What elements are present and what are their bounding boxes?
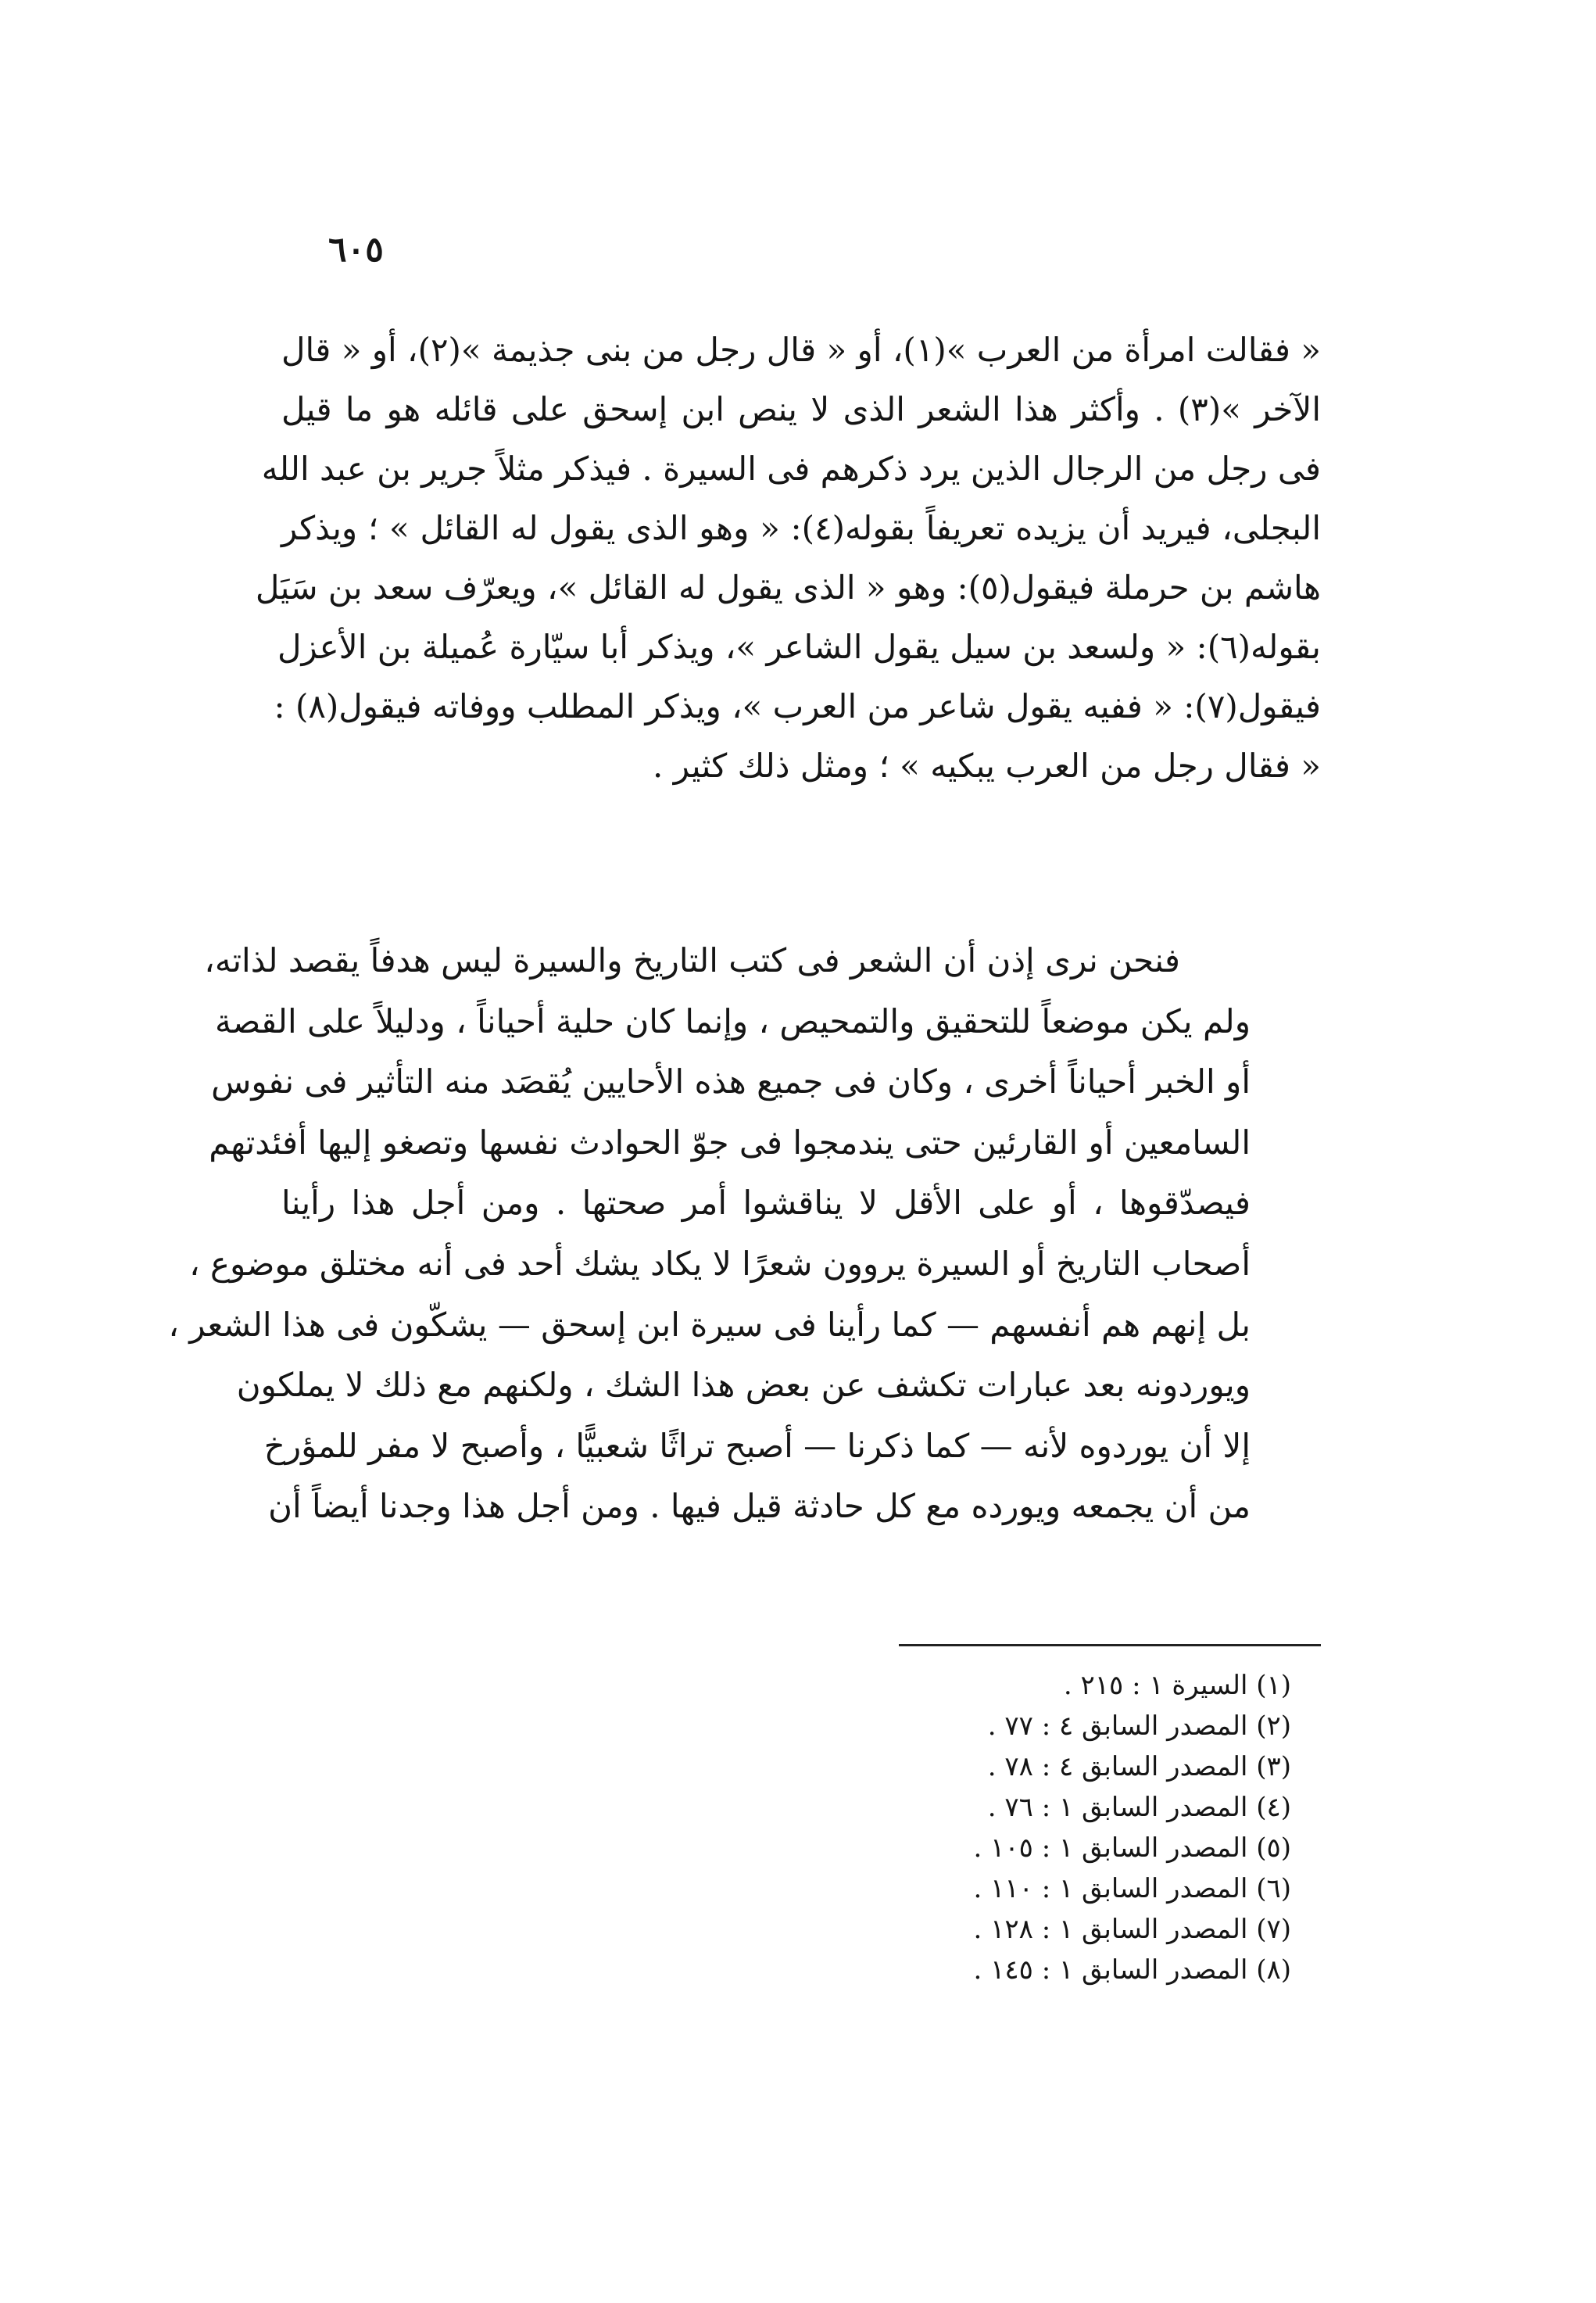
text-line: فى رجل من الرجال الذين يرد ذكرهم فى السيرة . فيذكر مثلاً جرير بن عبد الله	[261, 449, 1321, 488]
text-line: هاشم بن حرملة فيقول(٥): وهو « الذى يقول له القائل »، ويعرّف سعد بن سَيَل	[255, 568, 1321, 607]
text-line: بقوله(٦): « ولسعد بن سيل يقول الشاعر »، ويذكر أبا سيّارة عُميلة بن الأعزل	[277, 628, 1321, 666]
text-line: البجلى، فيريد أن يزيده تعريفاً بقوله(٤): « وهو الذى يقول له القائل » ؛ ويذكر	[281, 509, 1322, 547]
text-line: فيقول(٧): « ففيه يقول شاعر من العرب »، ويذكر المطلب ووفاته فيقول(٨) :	[274, 687, 1321, 725]
text-line: أصحاب التاريخ أو السيرة يروون شعرًا لا يكاد يشك أحد فى أنه مختلق موضوع ،	[189, 1244, 1251, 1283]
body-paragraph-1	[255, 321, 1322, 796]
text-line: من أن يجمعه ويورده مع كل حادثة قيل فيها . ومن أجل هذا وجدنا أيضاً أن	[268, 1487, 1251, 1526]
text-line: فنحن نرى إذن أن الشعر فى كتب التاريخ والسيرة ليس هدفاً يقصد لذاته،	[204, 941, 1180, 980]
text-line: إلا أن يوردوه لأنه — كما ذكرنا — أصبح تراثًا شعبيًّا ، وأصبح لا مفر للمؤرخ	[263, 1426, 1251, 1465]
text-line: ويوردونه بعد عبارات تكشف عن بعض هذا الشك ، ولكنهم مع ذلك لا يملكون	[236, 1366, 1251, 1405]
footnote: (٦) المصدر السابق ١ : ١١٠ .	[973, 1873, 1291, 1904]
footnote: (٥) المصدر السابق ١ : ١٠٥ .	[973, 1832, 1291, 1864]
footnote: (٢) المصدر السابق ٤ : ٧٧ .	[987, 1710, 1291, 1742]
text-line: « فقال رجل من العرب يبكيه » ؛ ومثل ذلك كثير .	[653, 747, 1321, 785]
body-paragraph-2	[168, 930, 1321, 1537]
text-line: فيصدّقوها ، أو على الأقل لا يناقشوا أمر صحتها . ومن أجل هذا رأينا	[281, 1184, 1251, 1223]
page-number: ٦٠٥	[328, 230, 384, 270]
footnote: (١) السيرة ١ : ٢١٥ .	[1063, 1670, 1291, 1701]
text-line: الآخر »(٣) . وأكثر هذا الشعر الذى لا ينص ابن إسحق على قائله هو ما قيل	[281, 390, 1321, 428]
text-line: ولم يكن موضعاً للتحقيق والتمحيص ، وإنما كان حلية أحياناً ، ودليلاً على القصة	[215, 1001, 1251, 1040]
text-line: السامعين أو القارئين حتى يندمجوا فى جوّ الحوادث نفسها وتصغو إليها أفئدتهم	[209, 1123, 1251, 1162]
footnote: (٤) المصدر السابق ١ : ٧٦ .	[987, 1792, 1291, 1823]
text-line: أو الخبر أحياناً أخرى ، وكان فى جميع هذه الأحايين يُقصَد منه التأثير فى نفوس	[211, 1062, 1251, 1101]
footnote: (٧) المصدر السابق ١ : ١٢٨ .	[973, 1914, 1291, 1945]
footnote: (٨) المصدر السابق ١ : ١٤٥ .	[973, 1954, 1291, 1986]
text-line: « فقالت امرأة من العرب »(١)، أو « قال رجل من بنى جذيمة »(٢)، أو « قال	[281, 331, 1321, 369]
footnote: (٣) المصدر السابق ٤ : ٧٨ .	[987, 1751, 1291, 1782]
footnote-separator	[899, 1644, 1321, 1646]
footnotes-list	[744, 1665, 1291, 1990]
text-line: بل إنهم هم أنفسهم — كما رأينا فى سيرة ابن إسحق — يشكّون فى هذا الشعر ،	[168, 1305, 1251, 1344]
